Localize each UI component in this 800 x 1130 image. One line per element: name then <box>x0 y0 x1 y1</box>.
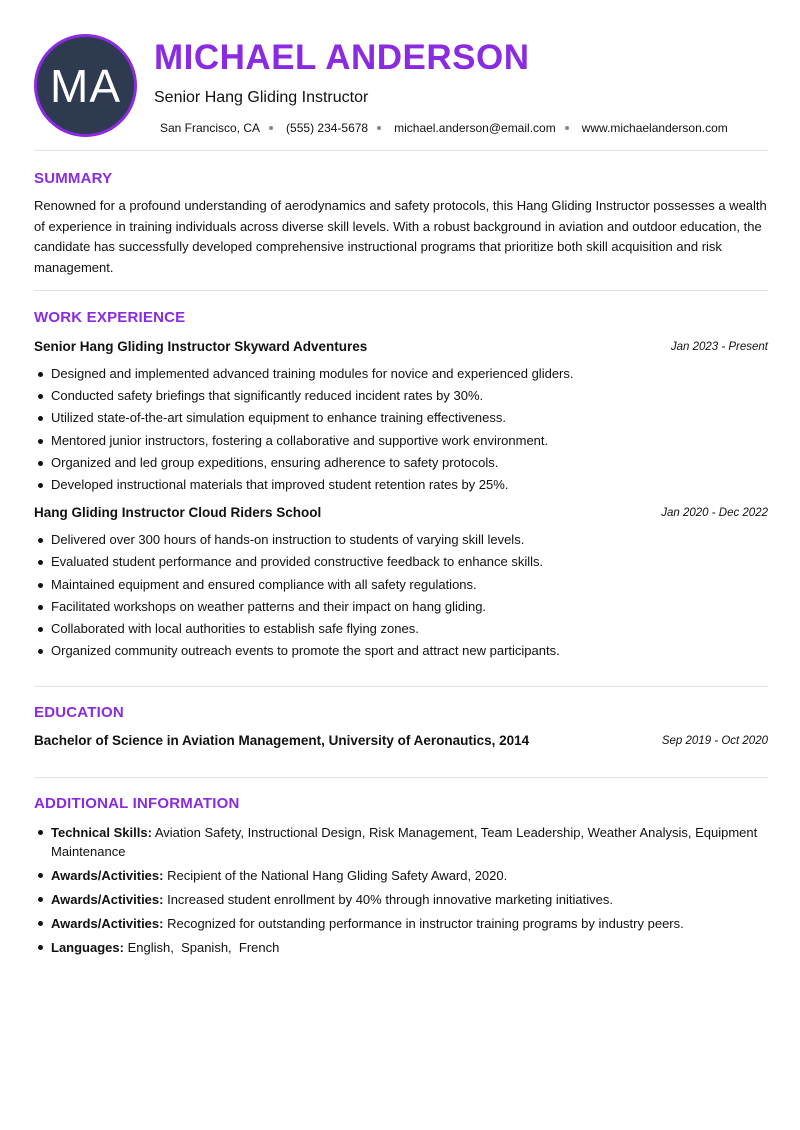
summary-section <box>34 170 768 278</box>
experience-section <box>34 309 768 662</box>
list-item: Evaluated student performance and provided constructive feedback to enhance skills. <box>34 551 768 573</box>
divider <box>34 686 768 687</box>
list-item: Mentored junior instructors, fostering a collaborative and supportive work environment. <box>34 430 768 452</box>
additional-list <box>34 823 768 957</box>
section-heading: SUMMARY <box>34 170 113 187</box>
divider <box>34 777 768 778</box>
degree: Bachelor of Science in Aviation Management, University of Aeronautics, 2014 <box>34 733 530 748</box>
job-bullets <box>34 363 768 496</box>
list-item: Maintained equipment and ensured compliance with all safety regulations. <box>34 574 768 596</box>
item-text: Increased student enrollment by 40% through innovative marketing initiatives. <box>167 892 613 907</box>
list-item <box>34 938 768 957</box>
education-entry <box>34 733 768 751</box>
separator-dot <box>565 126 569 130</box>
list-item: Organized community outreach events to promote the sport and attract new participants. <box>34 640 768 662</box>
list-item: Conducted safety briefings that significantly reduced incident rates by 30%. <box>34 385 768 407</box>
list-item <box>34 914 768 933</box>
section-heading: EDUCATION <box>34 704 124 721</box>
candidate-title: Senior Hang Gliding Instructor <box>154 89 369 106</box>
candidate-name: MICHAEL ANDERSON <box>154 38 530 77</box>
education-section <box>34 704 768 751</box>
divider <box>34 290 768 291</box>
job-entry <box>34 505 768 662</box>
contact-website[interactable]: www.michaelanderson.com <box>581 121 728 135</box>
contact-line <box>160 121 728 135</box>
avatar-initials: MA <box>50 59 121 112</box>
item-text: Recipient of the National Hang Gliding Safety Award, 2020. <box>167 868 508 883</box>
additional-section <box>34 795 768 962</box>
list-item <box>34 890 768 909</box>
list-item: Delivered over 300 hours of hands-on instruction to students of varying skill levels. <box>34 529 768 551</box>
list-item: Utilized state-of-the-art simulation equipment to enhance training effectiveness. <box>34 407 768 429</box>
job-date: Jan 2020 - Dec 2022 <box>661 507 768 520</box>
list-item: Designed and implemented advanced training modules for novice and experienced gliders. <box>34 363 768 385</box>
item-text: Aviation Safety, Instructional Design, Risk Management, Team Leadership, Weather Analysis, Equipment Maintenance <box>51 825 758 859</box>
item-label: Awards/Activities: <box>51 892 164 907</box>
list-item <box>34 866 768 885</box>
list-item: Developed instructional materials that improved student retention rates by 25%. <box>34 474 768 496</box>
job-title: Senior Hang Gliding Instructor Skyward Adventures <box>34 339 368 354</box>
item-text: Recognized for outstanding performance in instructor training programs by industry peers. <box>167 916 684 931</box>
item-label: Awards/Activities: <box>51 868 164 883</box>
job-date: Jan 2023 - Present <box>670 341 768 353</box>
education-date: Sep 2019 - Oct 2020 <box>661 735 768 747</box>
resume-header <box>34 34 768 138</box>
contact-location: San Francisco, CA <box>160 121 261 135</box>
list-item: Organized and led group expeditions, ensuring adherence to safety protocols. <box>34 452 768 474</box>
separator-dot <box>377 126 381 130</box>
separator-dot <box>269 126 273 130</box>
job-title: Hang Gliding Instructor Cloud Riders School <box>34 505 322 521</box>
item-label: Technical Skills: <box>51 825 152 840</box>
list-item: Facilitated workshops on weather patterns and their impact on hang gliding. <box>34 596 768 618</box>
contact-email[interactable]: michael.anderson@email.com <box>394 121 556 135</box>
list-item <box>34 823 768 861</box>
section-heading: WORK EXPERIENCE <box>34 309 186 326</box>
summary-text: Renowned for a profound understanding of aerodynamics and safety protocols, this Hang Gliding Instructor possesses a wealth of experience in training individuals across diverse skill levels. With a robust background in aviation and outdoor education, the candidate has successfully developed comprehensive instructional programs that prioritize both skill acquisition and risk management. <box>34 198 767 275</box>
section-heading: ADDITIONAL INFORMATION <box>34 795 240 812</box>
job-bullets <box>34 529 768 662</box>
item-label: Awards/Activities: <box>51 916 164 931</box>
job-entry <box>34 339 768 496</box>
item-label: Languages: <box>51 940 124 955</box>
list-item: Collaborated with local authorities to establish safe flying zones. <box>34 618 768 640</box>
divider <box>34 150 768 151</box>
contact-phone: (555) 234-5678 <box>286 121 369 135</box>
item-text: English, Spanish, French <box>127 940 280 955</box>
avatar <box>34 34 137 137</box>
